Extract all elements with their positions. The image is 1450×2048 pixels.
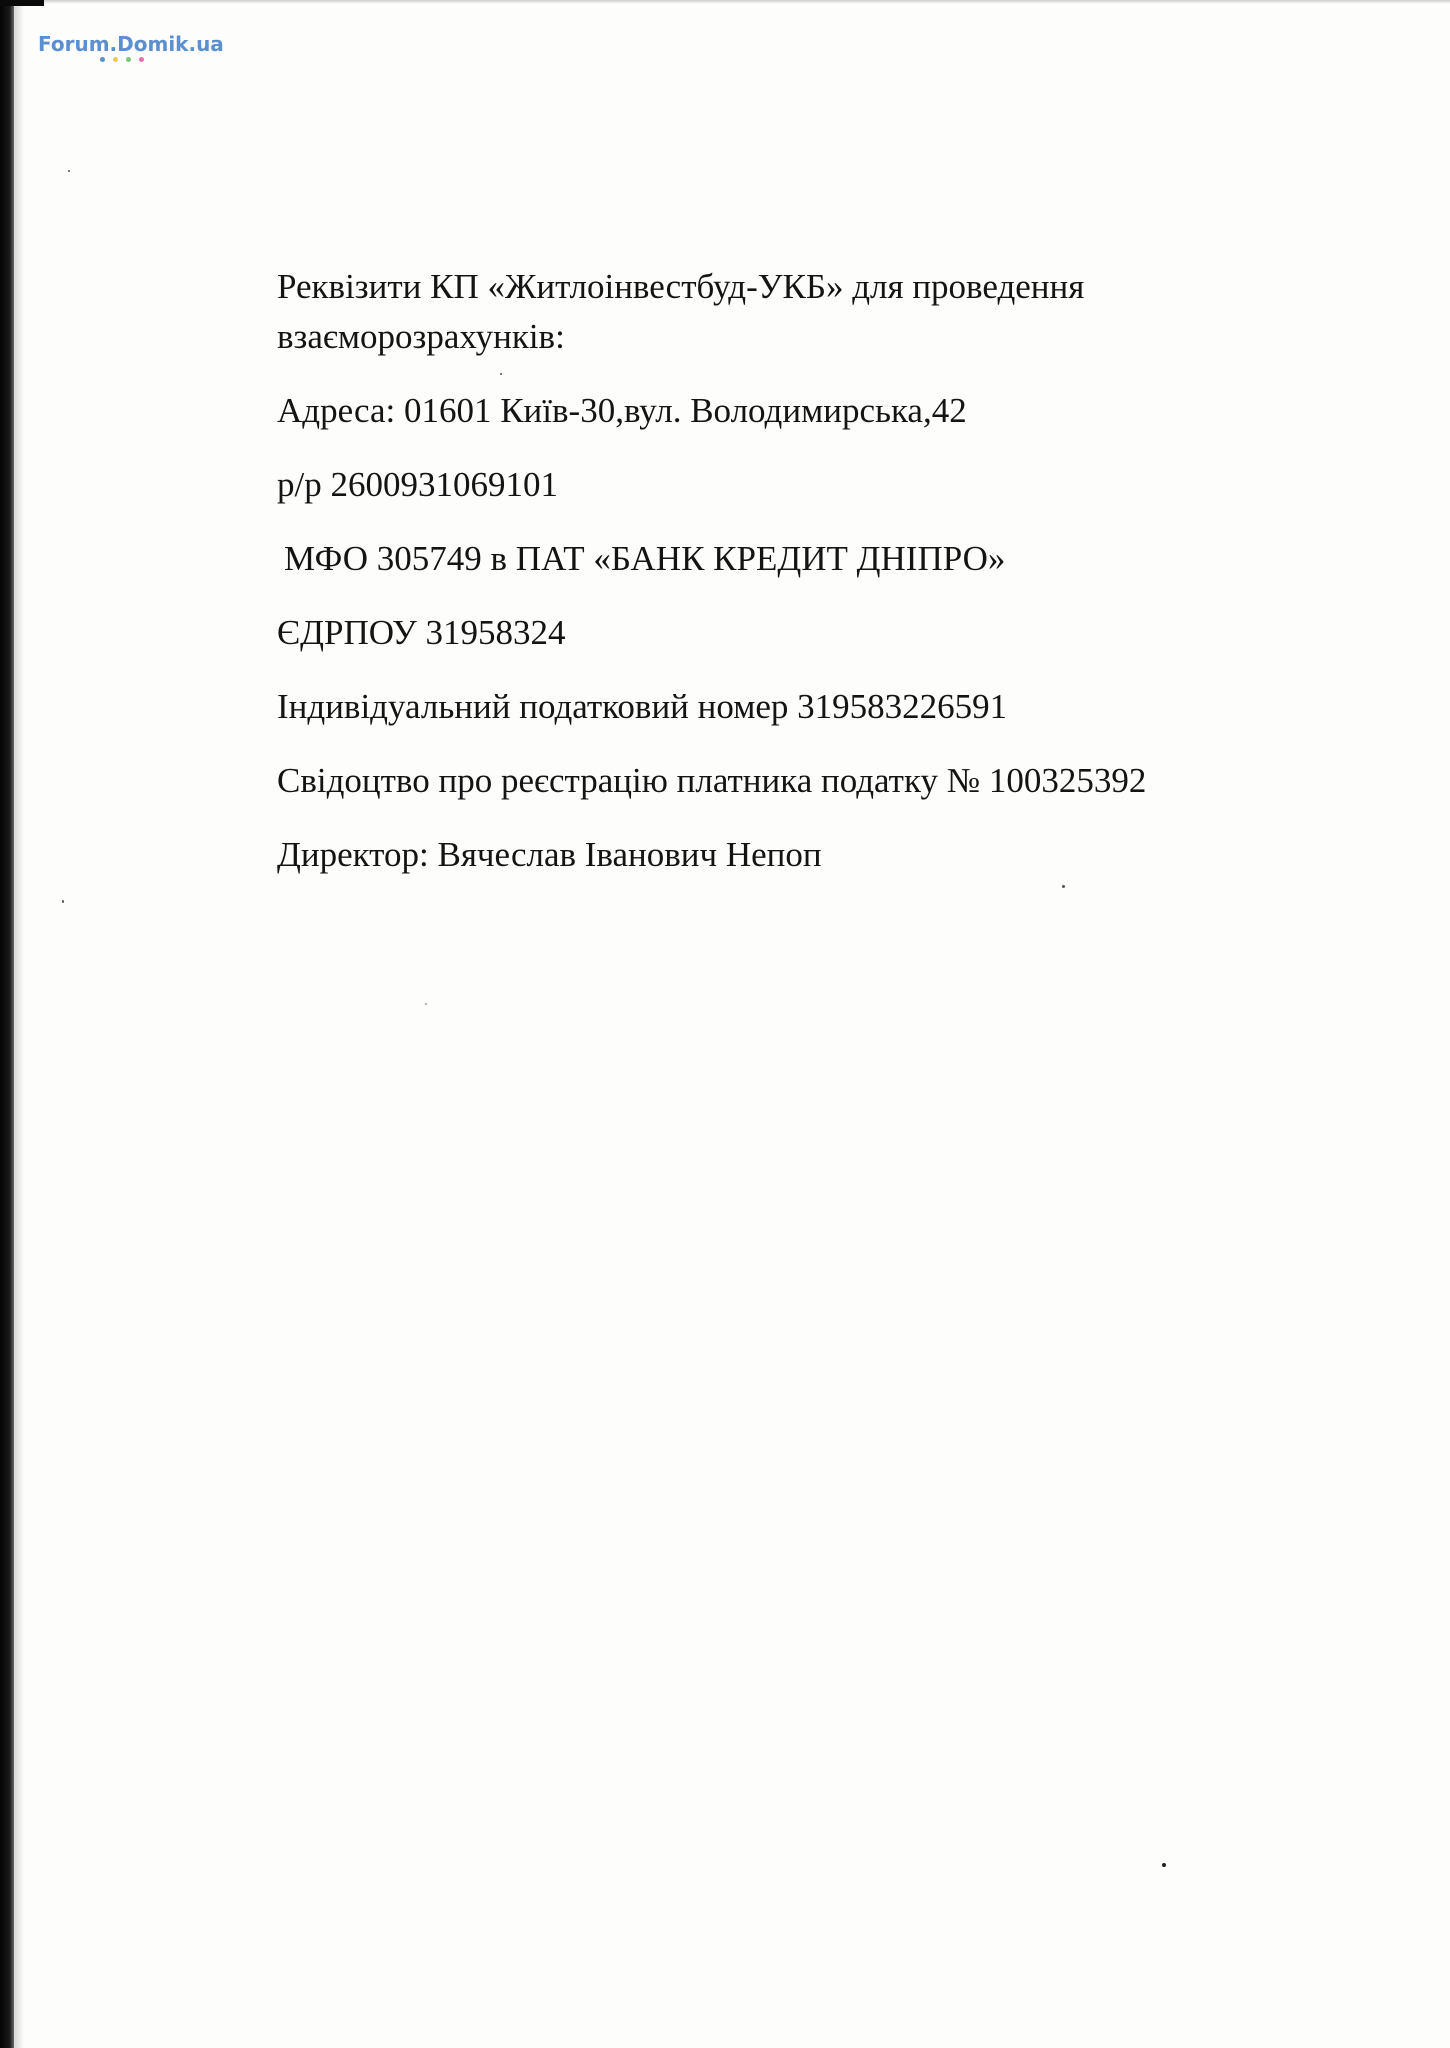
watermark-dot xyxy=(139,57,144,62)
scan-speck xyxy=(62,900,64,903)
watermark xyxy=(38,32,228,72)
scan-left-shadow xyxy=(14,0,24,2048)
scan-corner-mark xyxy=(0,0,44,6)
watermark-dots xyxy=(100,57,228,62)
watermark-dot xyxy=(126,57,131,62)
scan-top-shadow xyxy=(14,0,1450,4)
director-line: Директор: Вячеслав Іванович Непоп xyxy=(277,835,822,874)
mfo-line: МФО 305749 в ПАТ «БАНК КРЕДИТ ДНІПРО» xyxy=(284,539,1006,578)
document-body xyxy=(277,262,1277,904)
scan-left-border xyxy=(0,0,14,2048)
certificate-line: Свідоцтво про реєстрацію платника податку № 100325392 xyxy=(277,761,1147,800)
heading-line: взаєморозрахунків: xyxy=(277,317,565,356)
requisites-heading xyxy=(277,262,1277,362)
heading-line: Реквізити КП «Житлоінвестбуд-УКБ» для проведення xyxy=(277,267,1085,306)
watermark-dot xyxy=(113,57,118,62)
scan-speck xyxy=(1162,1863,1166,1867)
edrpou-line: ЄДРПОУ 31958324 xyxy=(277,613,566,652)
account-line: р/р 2600931069101 xyxy=(277,465,558,504)
tax-number-line: Індивідуальний податковий номер 319583226591 xyxy=(277,687,1008,726)
watermark-dot xyxy=(100,57,105,62)
scan-speck xyxy=(68,170,70,172)
address-line: Адреса: 01601 Київ-30,вул. Володимирська,42 xyxy=(277,391,967,430)
scan-speck xyxy=(425,1003,427,1005)
watermark-text: Forum.Domik.ua xyxy=(38,32,224,56)
